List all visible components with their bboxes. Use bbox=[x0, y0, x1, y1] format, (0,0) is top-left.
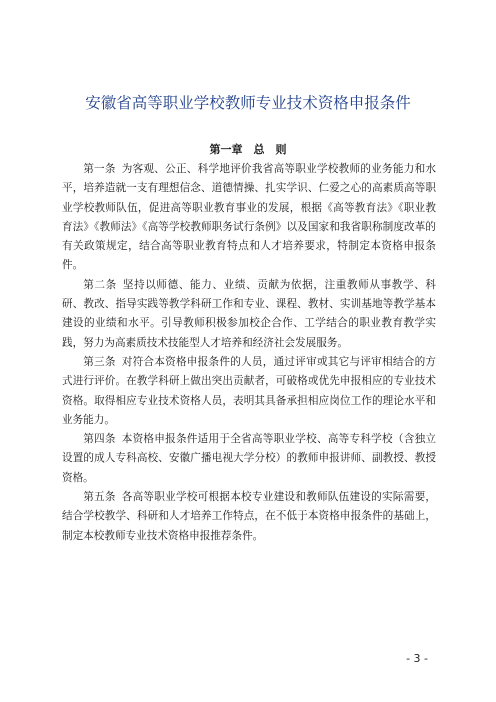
article-label: 第四条 bbox=[83, 433, 116, 446]
article-text: 各高等职业学校可根据本校专业建设和教师队伍建设的实际需要，结合学校教学、科研和人才培养工作特点，在不低于本资格申报条件的基础上，制定本校教师专业技术资格申报推荐条件。 bbox=[62, 491, 437, 542]
article-label: 第一条 bbox=[83, 163, 116, 175]
article-text: 坚持以师德、能力、业绩、贡献为依据，注重教师从事教学、科研、教改、指导实践等教学科研工作和专业、课程、教材、实训基地等教学基本建设的业绩和水平。引导教师积极参加校企合作、工学结合的职业教育教学实践，努力为高素质技术技能型人才培养和经济社会发展服务。 bbox=[62, 278, 437, 349]
article-label: 第五条 bbox=[83, 491, 116, 504]
article-text: 为客观、公正、科学地评价我省高等职业学校教师的业务能力和水平，培养造就一支有理想信念、道德情操、扎实学识、仁爱之心的高素质高等职业学校教师队伍，促进高等职业教育事业的发展，根据《高等教育法》《职业教育法》《教师法》《高等学校教师职务试行条例》以及国家和我省职称制度改革的有关政策规定，结合高等职业教育特点和人才培养要求，特制定本资格申报条件。 bbox=[62, 163, 437, 272]
document-title: 安徽省高等职业学校教师专业技术资格申报条件 bbox=[85, 94, 411, 112]
article-text: 本资格申报条件适用于全省高等职业学校、高等专科学校（含独立设置的成人专科高校、安徽广播电视大学分校）的教师申报讲师、副教授、教授资格。 bbox=[62, 433, 437, 484]
article-4 bbox=[62, 430, 436, 488]
article-label: 第三条 bbox=[83, 355, 116, 368]
chapter-heading: 第一章 总 则 bbox=[209, 143, 287, 156]
article-1 bbox=[62, 160, 436, 276]
article-3 bbox=[62, 353, 436, 430]
article-2 bbox=[62, 276, 436, 353]
article-label: 第二条 bbox=[83, 278, 117, 291]
page-number: - 3 - bbox=[406, 652, 428, 665]
article-text: 对符合本资格申报条件的人员，通过评审或其它与评审相结合的方式进行评价。在教学科研上做出突出贡献者，可破格或优先申报相应的专业技术资格。取得相应专业技术资格人员，表明其具备承担相应岗位工作的理论水平和业务能力。 bbox=[62, 355, 437, 426]
document-body bbox=[62, 160, 436, 546]
article-5 bbox=[62, 488, 436, 546]
